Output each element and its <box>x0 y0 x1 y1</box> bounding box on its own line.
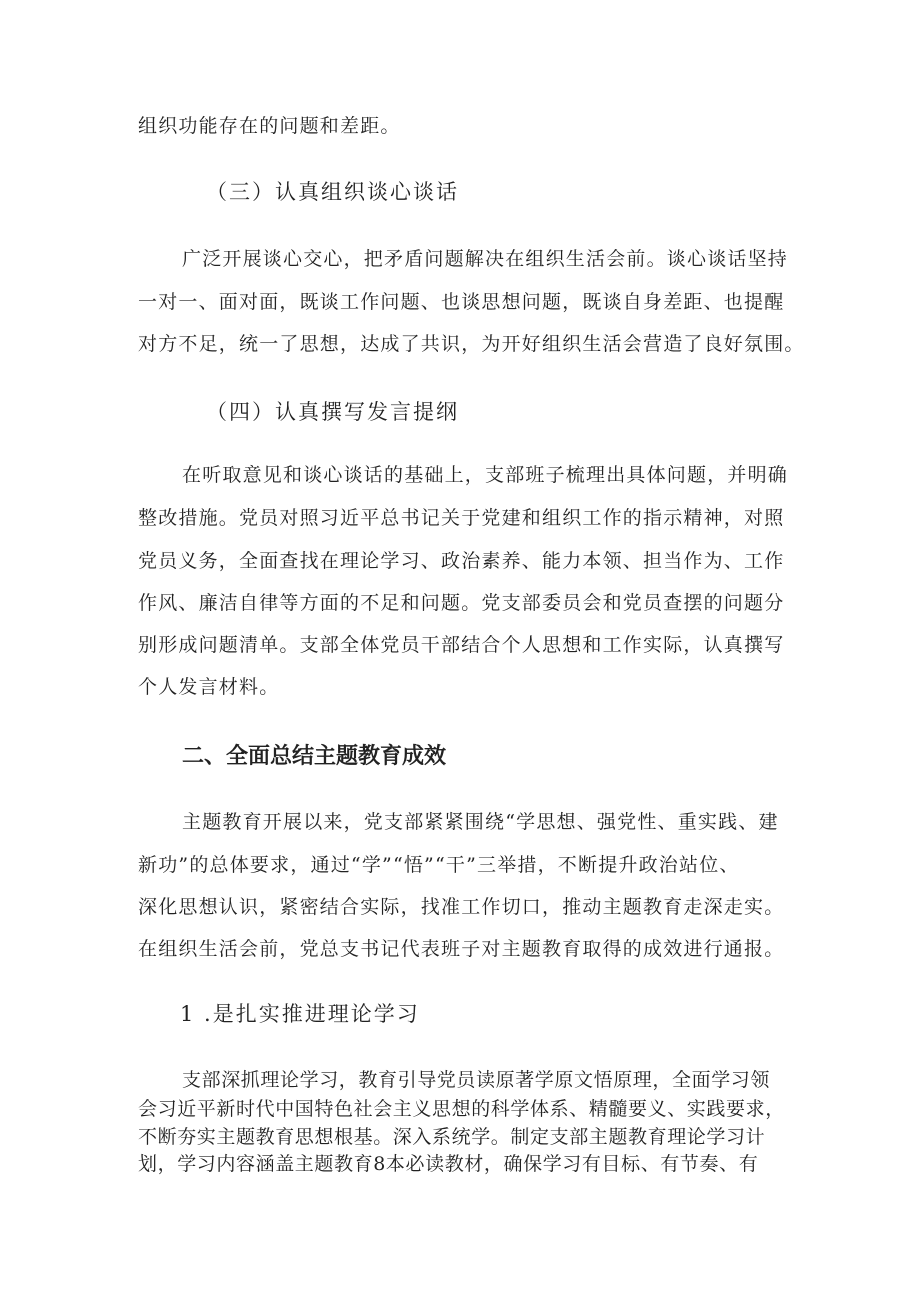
paragraph-line: 个人发言材料。 <box>138 676 280 698</box>
paragraph-line: 整改措施。党员对照习近平总书记关于党建和组织工作的指示精神，对照 <box>138 507 785 529</box>
paragraph-line: 一对一、面对面，既谈工作问题、也谈思想问题，既谈自身差距、也提醒 <box>138 291 785 313</box>
section-heading-3: （三）认真组织谈心谈话 <box>206 180 459 204</box>
paragraph-line: 深化思想认识，紧密结合实际，找准工作切口，推动主题教育走深走实。 <box>138 896 785 918</box>
paragraph-line: 不断夯实主题教育思想根基。深入系统学。制定支部主题教育理论学习计 <box>138 1126 766 1148</box>
part-heading-2: 二、全面总结主题教育成效 <box>182 744 447 769</box>
section-heading-4: （四）认真撰写发言提纲 <box>206 400 459 424</box>
paragraph-line: 划，学习内容涵盖主题教育8本必读教材，确保学习有目标、有节奏、有 <box>138 1153 759 1175</box>
paragraph-line: 党员义务，全面查找在理论学习、政治素养、能力本领、担当作为、工作 <box>138 550 785 572</box>
paragraph-line: 作风、廉洁自律等方面的不足和问题。党支部委员会和党员查摆的问题分 <box>138 592 785 614</box>
paragraph-line: 新功”的总体要求，通过“学”“悟”“干”三举措，不断提升政治站位、 <box>138 854 740 876</box>
paragraph-line: 支部深抓理论学习，教育引导党员读原著学原文悟原理，全面学习领 <box>182 1069 771 1091</box>
paragraph-line: 主题教育开展以来，党支部紧紧围绕“学思想、强党性、重实践、建 <box>182 811 779 833</box>
paragraph-line: 别形成问题清单。支部全体党员干部结合个人思想和工作实际，认真撰写 <box>138 634 785 656</box>
paragraph-line: 广泛开展谈心交心，把矛盾问题解决在组织生活会前。谈心谈话坚持 <box>182 248 789 270</box>
paragraph-line: 组织功能存在的问题和差距。 <box>138 115 401 137</box>
paragraph-line: 在听取意见和谈心谈话的基础上，支部班子梳理出具体问题，并明确 <box>182 464 789 486</box>
paragraph-line: 会习近平新时代中国特色社会主义思想的科学体系、精髓要义、实践要求， <box>138 1098 785 1120</box>
paragraph-line: 在组织生活会前，党总支书记代表班子对主题教育取得的成效进行通报。 <box>138 938 785 960</box>
item-heading-1: 1 .是扎实推进理论学习 <box>180 1002 420 1026</box>
paragraph-line: 对方不足，统一了思想，达成了共识，为开好组织生活会营造了良好氛围。 <box>138 333 805 355</box>
